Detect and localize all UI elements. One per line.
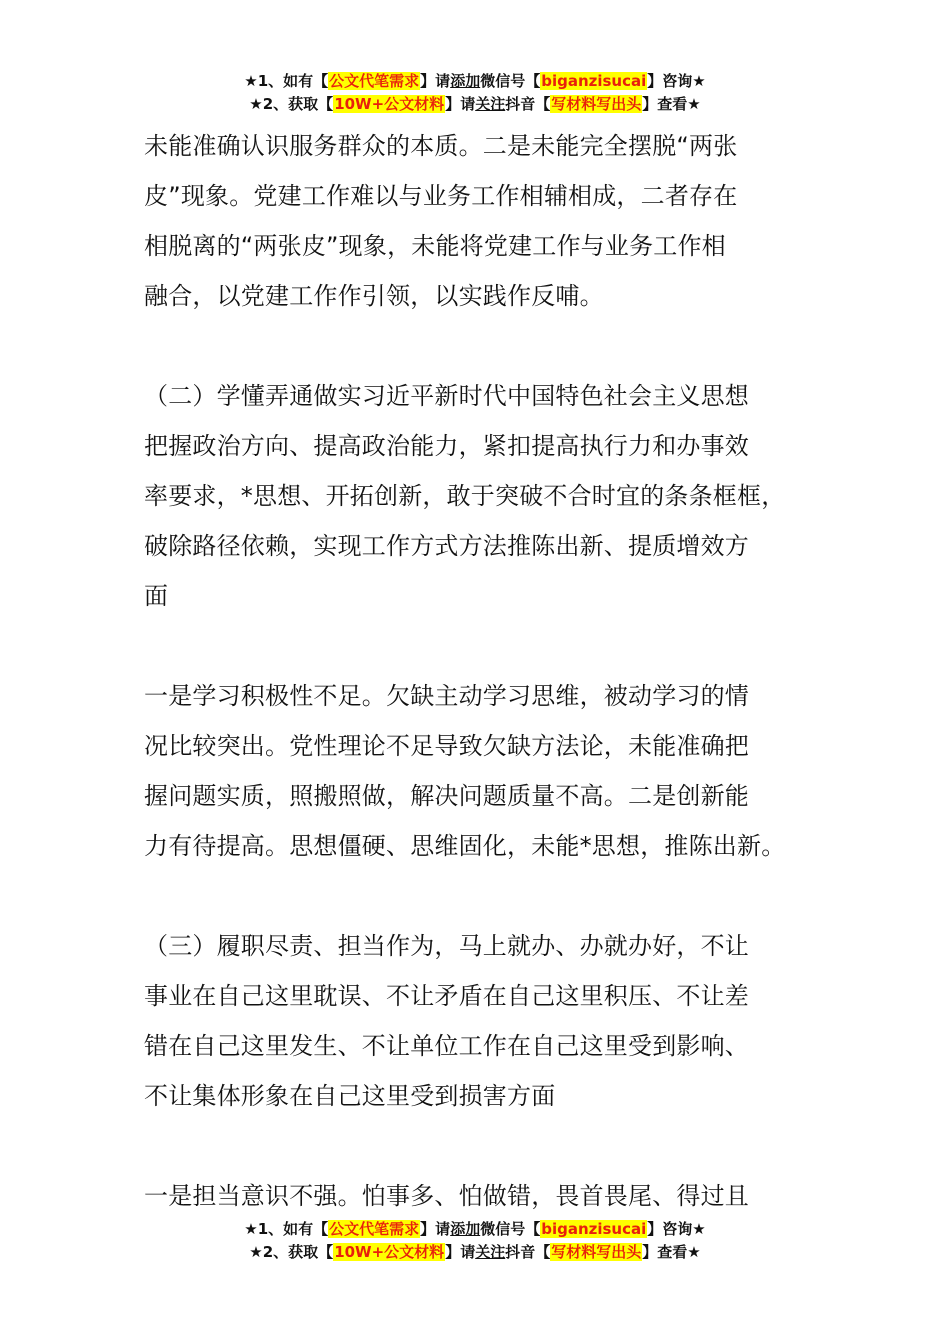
footer-banner	[0, 1218, 950, 1264]
banner-text: ★1、如有【	[244, 1220, 329, 1238]
banner-underline-add: 添加	[450, 72, 481, 90]
banner-text: ★2、获取【	[249, 95, 334, 113]
section-heading-2: （二）学懂弄通做实习近平新时代中国特色社会主义思想	[144, 382, 749, 410]
body-line: 率要求，*思想、开拓创新，敢于突破不合时宜的条条框框，	[144, 482, 786, 510]
body-line: 一是学习积极性不足。欠缺主动学习思维，被动学习的情	[144, 682, 749, 710]
banner-text: 】请	[420, 72, 451, 90]
body-line: 事业在自己这里耽误、不让矛盾在自己这里积压、不让差	[144, 982, 749, 1010]
body-line: 面	[144, 582, 169, 610]
body-line: 皮”现象。党建工作难以与业务工作相辅相成，二者存在	[144, 182, 738, 210]
banner-line-1	[0, 1218, 950, 1241]
banner-highlight-service: 公文代笔需求	[329, 72, 420, 90]
banner-highlight-douyin: 写材料写出头	[551, 1243, 642, 1261]
banner-highlight-materials: 10W+公文材料	[334, 1243, 445, 1261]
body-line: 融合，以党建工作作引领，以实践作反哺。	[144, 282, 604, 310]
paragraph-gap	[144, 1121, 834, 1171]
body-line: 把握政治方向、提高政治能力，紧扣提高执行力和办事效	[144, 432, 749, 460]
banner-highlight-wechat: biganzisucai	[541, 72, 647, 90]
body-line: 未能准确认识服务群众的本质。二是未能完全摆脱“两张	[144, 132, 738, 160]
paragraph-gap	[144, 321, 834, 371]
banner-highlight-wechat: biganzisucai	[541, 1220, 647, 1238]
banner-highlight-service: 公文代笔需求	[329, 1220, 420, 1238]
banner-text: 抖音【	[505, 95, 551, 113]
body-line: 相脱离的“两张皮”现象，未能将党建工作与业务工作相	[144, 232, 726, 260]
body-line: 错在自己这里发生、不让单位工作在自己这里受到影响、	[144, 1032, 749, 1060]
document-body	[144, 121, 834, 1221]
banner-line-2	[0, 93, 950, 116]
banner-text: 微信号【	[480, 1220, 541, 1238]
banner-text: 抖音【	[505, 1243, 551, 1261]
banner-text: 】查看★	[642, 1243, 701, 1261]
header-banner	[0, 70, 950, 116]
paragraph-gap	[144, 871, 834, 921]
body-line: 力有待提高。思想僵硬、思维固化，未能*思想，推陈出新。	[144, 832, 786, 860]
banner-text: 】咨询★	[647, 1220, 706, 1238]
banner-text: 】请	[445, 95, 476, 113]
body-line: 况比较突出。党性理论不足导致欠缺方法论，未能准确把	[144, 732, 749, 760]
banner-underline-follow: 关注	[475, 95, 506, 113]
banner-text: 】请	[445, 1243, 476, 1261]
banner-highlight-douyin: 写材料写出头	[551, 95, 642, 113]
banner-text: 微信号【	[480, 72, 541, 90]
banner-line-1	[0, 70, 950, 93]
body-line: 一是担当意识不强。怕事多、怕做错，畏首畏尾、得过且	[144, 1182, 749, 1210]
banner-text: 】请	[420, 1220, 451, 1238]
banner-text: ★2、获取【	[249, 1243, 334, 1261]
paragraph-gap	[144, 621, 834, 671]
banner-text: ★1、如有【	[244, 72, 329, 90]
body-line: 破除路径依赖，实现工作方式方法推陈出新、提质增效方	[144, 532, 749, 560]
body-line: 不让集体形象在自己这里受到损害方面	[144, 1082, 556, 1110]
banner-text: 】咨询★	[647, 72, 706, 90]
banner-text: 】查看★	[642, 95, 701, 113]
banner-highlight-materials: 10W+公文材料	[334, 95, 445, 113]
banner-line-2	[0, 1241, 950, 1264]
banner-underline-add: 添加	[450, 1220, 481, 1238]
section-heading-3: （三）履职尽责、担当作为，马上就办、办就办好，不让	[144, 932, 749, 960]
banner-underline-follow: 关注	[475, 1243, 506, 1261]
body-line: 握问题实质，照搬照做，解决问题质量不高。二是创新能	[144, 782, 749, 810]
